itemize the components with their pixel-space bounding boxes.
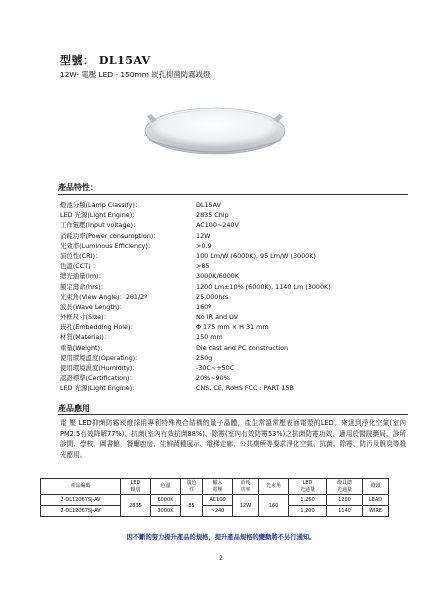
spec-row [60,210,420,220]
table-header-cell: 色溫 [151,479,181,495]
spec-row [60,383,420,393]
page-number: 2 [219,555,223,562]
spec-row [60,220,420,230]
table-cell: AC100 [203,495,233,506]
spec-value: 250g [196,353,213,362]
table-cell: 1200 [327,495,363,506]
application-title: 產品應用 [58,404,90,413]
table-header-cell: 光束角 [259,479,289,495]
spec-key: 使用環境濕度(Humidity)： [60,364,139,372]
spec-key: 光束角(View Angle)：2θ1/2º [60,292,148,301]
spec-value: 100 Lm/W (6000K), 95 Lm/W (3000K) [196,251,316,260]
spec-row [60,373,420,383]
table-row [41,495,389,506]
spec-key: 外框尺寸(Size)： [60,313,111,322]
table-cell: 1140 [327,506,363,517]
spec-key: 崁孔(Embedding Hole)： [60,323,137,332]
spec-value: 160º [196,302,212,311]
spec-list [60,200,420,394]
spec-value: 12W [196,231,211,240]
table-cell: WIRE [363,506,389,517]
spec-row [60,261,420,271]
spec-value: 20%~90% [196,374,230,383]
table-cell: 2-DL12067SJ-AV [41,506,121,517]
spec-row [60,332,420,342]
table-header-cell: LED 光通量 [289,479,327,495]
spec-row [60,271,420,281]
spec-value: CNS, CE, RoHS FCC : PART 15B [196,384,294,393]
table-cell: 12W [233,495,259,517]
table-cell: LEAD [363,495,389,506]
spec-value: 2835 Chip [196,211,229,220]
spec-row [60,292,420,302]
spec-key: 色溫(CCT) ： [60,262,100,271]
spec-row [60,343,420,353]
downlight-product-image [135,88,295,168]
spec-key: LED 光源(Light Engine)： [60,384,139,393]
spec-value: 25,000hrs [196,292,229,301]
spec-divider [58,194,408,195]
spec-key: LED 光源(Light Engine)： [60,211,139,220]
spec-key: 認證標準(Certification)： [60,374,136,383]
table-header-cell: 燈頭 [363,479,389,495]
spec-row [60,282,420,292]
spec-key: 工作電壓(Input voltage)： [60,221,140,230]
table-header-cell: 產品編碼 [41,479,121,495]
spec-row [60,241,420,251]
spec-value: -30C~+50C [196,364,235,372]
product-spec-title: 產品特性： [58,183,98,192]
table-header-cell: 輸入 電壓 [203,479,233,495]
spec-value: No IR and UV [196,313,239,322]
spec-key: 額定壽命(hrs)： [60,282,107,291]
application-divider [58,414,408,415]
spec-key: 燈池分類(Lamp Classify)： [60,201,142,209]
spec-key: 光效率(Luminous Efficiency)： [60,241,155,250]
spec-value: DL15AV [196,201,221,209]
table-cell: 1,200 [289,506,327,517]
spec-value: Die cast and PC construction [196,343,289,352]
table-cell: 2-DL12067SJ-AV [41,495,121,506]
change-notice: 因不斷的努力提升產品的規格，提升產品規格的變動將不另行通知。 [126,534,316,541]
spec-value: AC100~240V [196,221,239,230]
table-cell: 85 [181,495,203,517]
spec-value: 3000K/6000K [196,272,240,281]
spec-key: 材質(Material)： [60,333,111,342]
table-header-cell: LED 顆別 [121,479,151,495]
spec-row [60,200,420,210]
table-cell: 1,260 [289,495,327,506]
spec-row [60,312,420,322]
model-title: 型號： DL15AV [60,54,151,67]
spec-row [60,251,420,261]
table-header-cell: 消耗 功率 [233,479,259,495]
spec-value: >85 [196,262,210,271]
spec-row [60,363,420,373]
spec-row [60,302,420,312]
spec-row [60,353,420,363]
spec-value: >0.9 [196,241,212,250]
table-cell: 6000K [151,495,181,506]
spec-key: 重量(Weight)： [60,343,107,352]
spec-key: 演色性(CRI)： [60,251,102,260]
product-table [40,478,389,517]
table-cell: 160 [259,495,289,517]
spec-value: 150 mm [196,333,223,342]
table-header-cell: 燈具總 光通量 [327,479,363,495]
table-cell: 3000K [151,506,181,517]
spec-key: 消耗功率(Power consumption)： [60,231,160,240]
spec-value: Φ 175 mm × H 31 mm [196,323,269,332]
application-text: 電 壓 LED抑菌防霧崁燈採用專利特殊複合結構的量子晶體，產生常溫常壓表面電漿的LED，來達到淨化空氣(室內PM2.5有效降解77%)、抗菌(室內有效抗菌88%)、除霉(室內有效防霉53%)之抗菌防霉功效，適用於醫院藥局，診所診間、學校，圖書館，餐廳廚房、生鮮蔬種展示、電梯走廊、公共廁所等要求淨化空氣、抗菌、除霉、防污及脫臭等殺光應用。 [60,419,406,459]
table-cell: 2835 [121,495,151,517]
table-header-cell: 演色 性 [181,479,203,495]
spec-key: 波長(Wave Length)： [60,302,126,311]
table-row [41,506,389,517]
spec-key: 使用環境溫度(Operating)： [60,353,142,362]
spec-value: 1200 Lm±10% (6000K), 1140 Lm (3000K) [196,282,331,291]
spec-row [60,322,420,332]
spec-row [60,231,420,241]
product-subtitle: 12W- 電壓 LED - 150mm 崁孔抑菌防霧崁燈 [60,70,211,79]
spec-key: 總光通量(lm)： [60,272,105,281]
table-cell: ~240 [203,506,233,517]
